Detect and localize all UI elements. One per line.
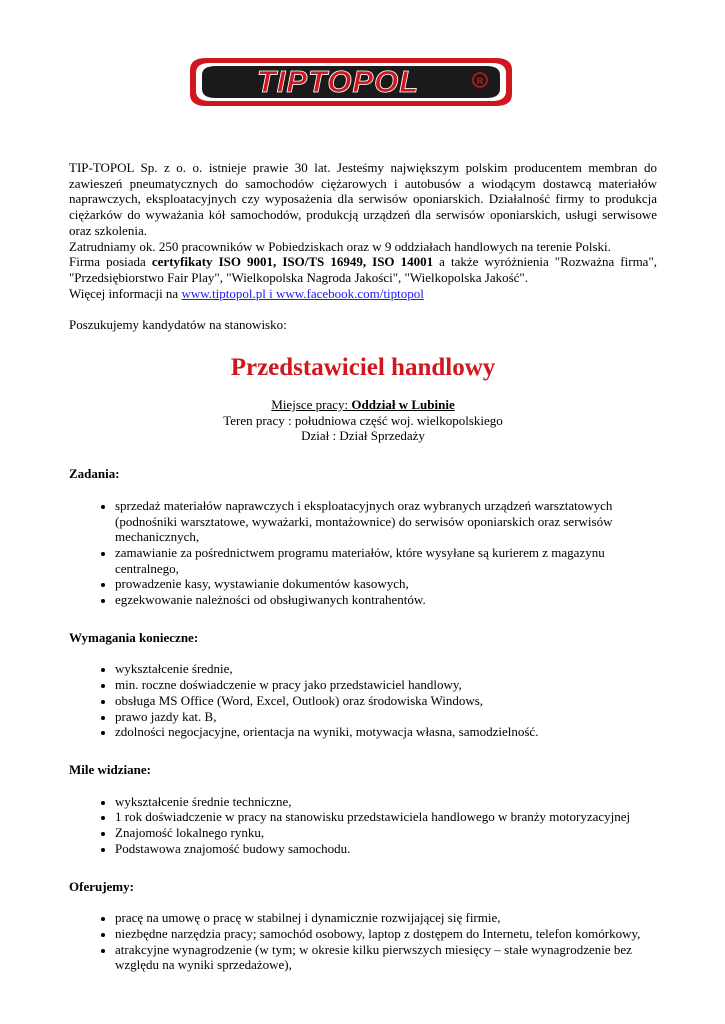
more-info-paragraph [69, 286, 657, 302]
seeking-text: Poszukujemy kandydatów na stanowisko: [69, 317, 287, 333]
company-logo [186, 56, 516, 108]
nice-to-have-heading: Mile widziane: [69, 761, 151, 777]
certificates-text-b: a także wyróżnienia "Rozważna firma", "Przedsiębiorstwo Fair Play", "Wielkopolska Nagroda Jakości", "Wielkopolska Jakość". [69, 254, 658, 285]
company-intro [69, 160, 657, 301]
location-label: Miejsce pracy: [271, 397, 352, 413]
logo-graphic [186, 56, 516, 108]
list-item: • sprzedaż materiałów naprawczych i eksploatacyjnych oraz wybranych urządzeń warsztatowych (podnośniki warsztatowe, wyważarki, montażownice) do serwisów oponiarskich oraz serwisów mechanicznych, [115, 498, 657, 545]
tasks-heading: Zadania: [69, 466, 120, 482]
list-item: • zamawianie za pośrednictwem programu materiałów, które wysyłane są kurierem z magazynu centralnego, [115, 545, 657, 576]
list-item: • niezbędne narzędzia pracy; samochód osobowy, laptop z dostępem do Internetu, telefon komórkowy, [115, 926, 657, 942]
svg-text:R: R [476, 76, 484, 86]
website-link[interactable]: www.tiptopol.pl i www.facebook.com/tiptopol [181, 285, 424, 301]
list-item: • pracę na umowę o pracę w stabilnej i dynamicznie rozwijającej się firmie, [115, 910, 657, 926]
list-item: • wykształcenie średnie, [115, 661, 657, 677]
list-item: • zdolności negocjacyjne, orientacja na wyniki, motywacja własna, samodzielność. [115, 724, 657, 740]
employees-paragraph: Zatrudniamy ok. 250 pracowników w Pobiedziskach oraz w 9 oddziałach handlowych na terenie Polski. [69, 238, 611, 254]
list-item: • min. roczne doświadczenie w pracy jako przedstawiciel handlowy, [115, 677, 657, 693]
offer-list [69, 910, 657, 973]
list-item: • atrakcyjne wynagrodzenie (w tym; w okresie kilku pierwszych miesięcy – stałe wynagrodzenie bez względu na wyniki sprzedażowe), [115, 942, 657, 973]
certificates-bold: certyfikaty ISO 9001, ISO/TS 16949, ISO 14001 [151, 254, 434, 270]
requirements-heading: Wymagania konieczne: [69, 629, 199, 645]
job-location [69, 397, 657, 413]
certificates-paragraph [69, 254, 657, 285]
requirements-list [69, 661, 657, 740]
list-item: • wykształcenie średnie techniczne, [115, 794, 657, 810]
offer-heading: Oferujemy: [69, 878, 134, 894]
tasks-list [69, 498, 657, 608]
job-area: Teren pracy : południowa część woj. wielkopolskiego [223, 412, 503, 428]
logo-text: TIPTOPOL [256, 64, 420, 99]
list-item: • Podstawowa znajomość budowy samochodu. [115, 841, 657, 857]
nice-to-have-list [69, 794, 657, 857]
document-body [69, 160, 657, 973]
list-item: • obsługa MS Office (Word, Excel, Outlook) oraz środowiska Windows, [115, 693, 657, 709]
list-item: • prowadzenie kasy, wystawianie dokumentów kasowych, [115, 576, 657, 592]
list-item: • 1 rok doświadczenie w pracy na stanowisku przedstawiciela handlowego w branży motoryzacyjnej [115, 809, 657, 825]
more-info-text: Więcej informacji na [69, 285, 182, 301]
job-title: Przedstawiciel handlowy [230, 354, 496, 382]
job-department: Dział : Dział Sprzedaży [301, 428, 425, 444]
list-item: • Znajomość lokalnego rynku, [115, 825, 657, 841]
intro-paragraph: TIP-TOPOL Sp. z o. o. istnieje prawie 30 lat. Jesteśmy największym polskim producentem membran do zawieszeń pneumatycznych do samochodów ciężarowych i autobusów a wiodącym dostawcą materiałów naprawczych, eksploatacyjnych czy wyposażenia dla serwisów oponiarskich. Działalność firmy to produkcja ciężarków do wyważania kół samochodów, produkcją urządzeń dla serwisów oponiarskich, usługi serwisowe oraz szkolenia. [69, 160, 657, 238]
list-item: • prawo jazdy kat. B, [115, 709, 657, 725]
list-item: • egzekwowanie należności od obsługiwanych kontrahentów. [115, 592, 657, 608]
location-value: Oddział w Lubinie [351, 397, 455, 413]
certificates-text-a: Firma posiada [69, 254, 152, 270]
